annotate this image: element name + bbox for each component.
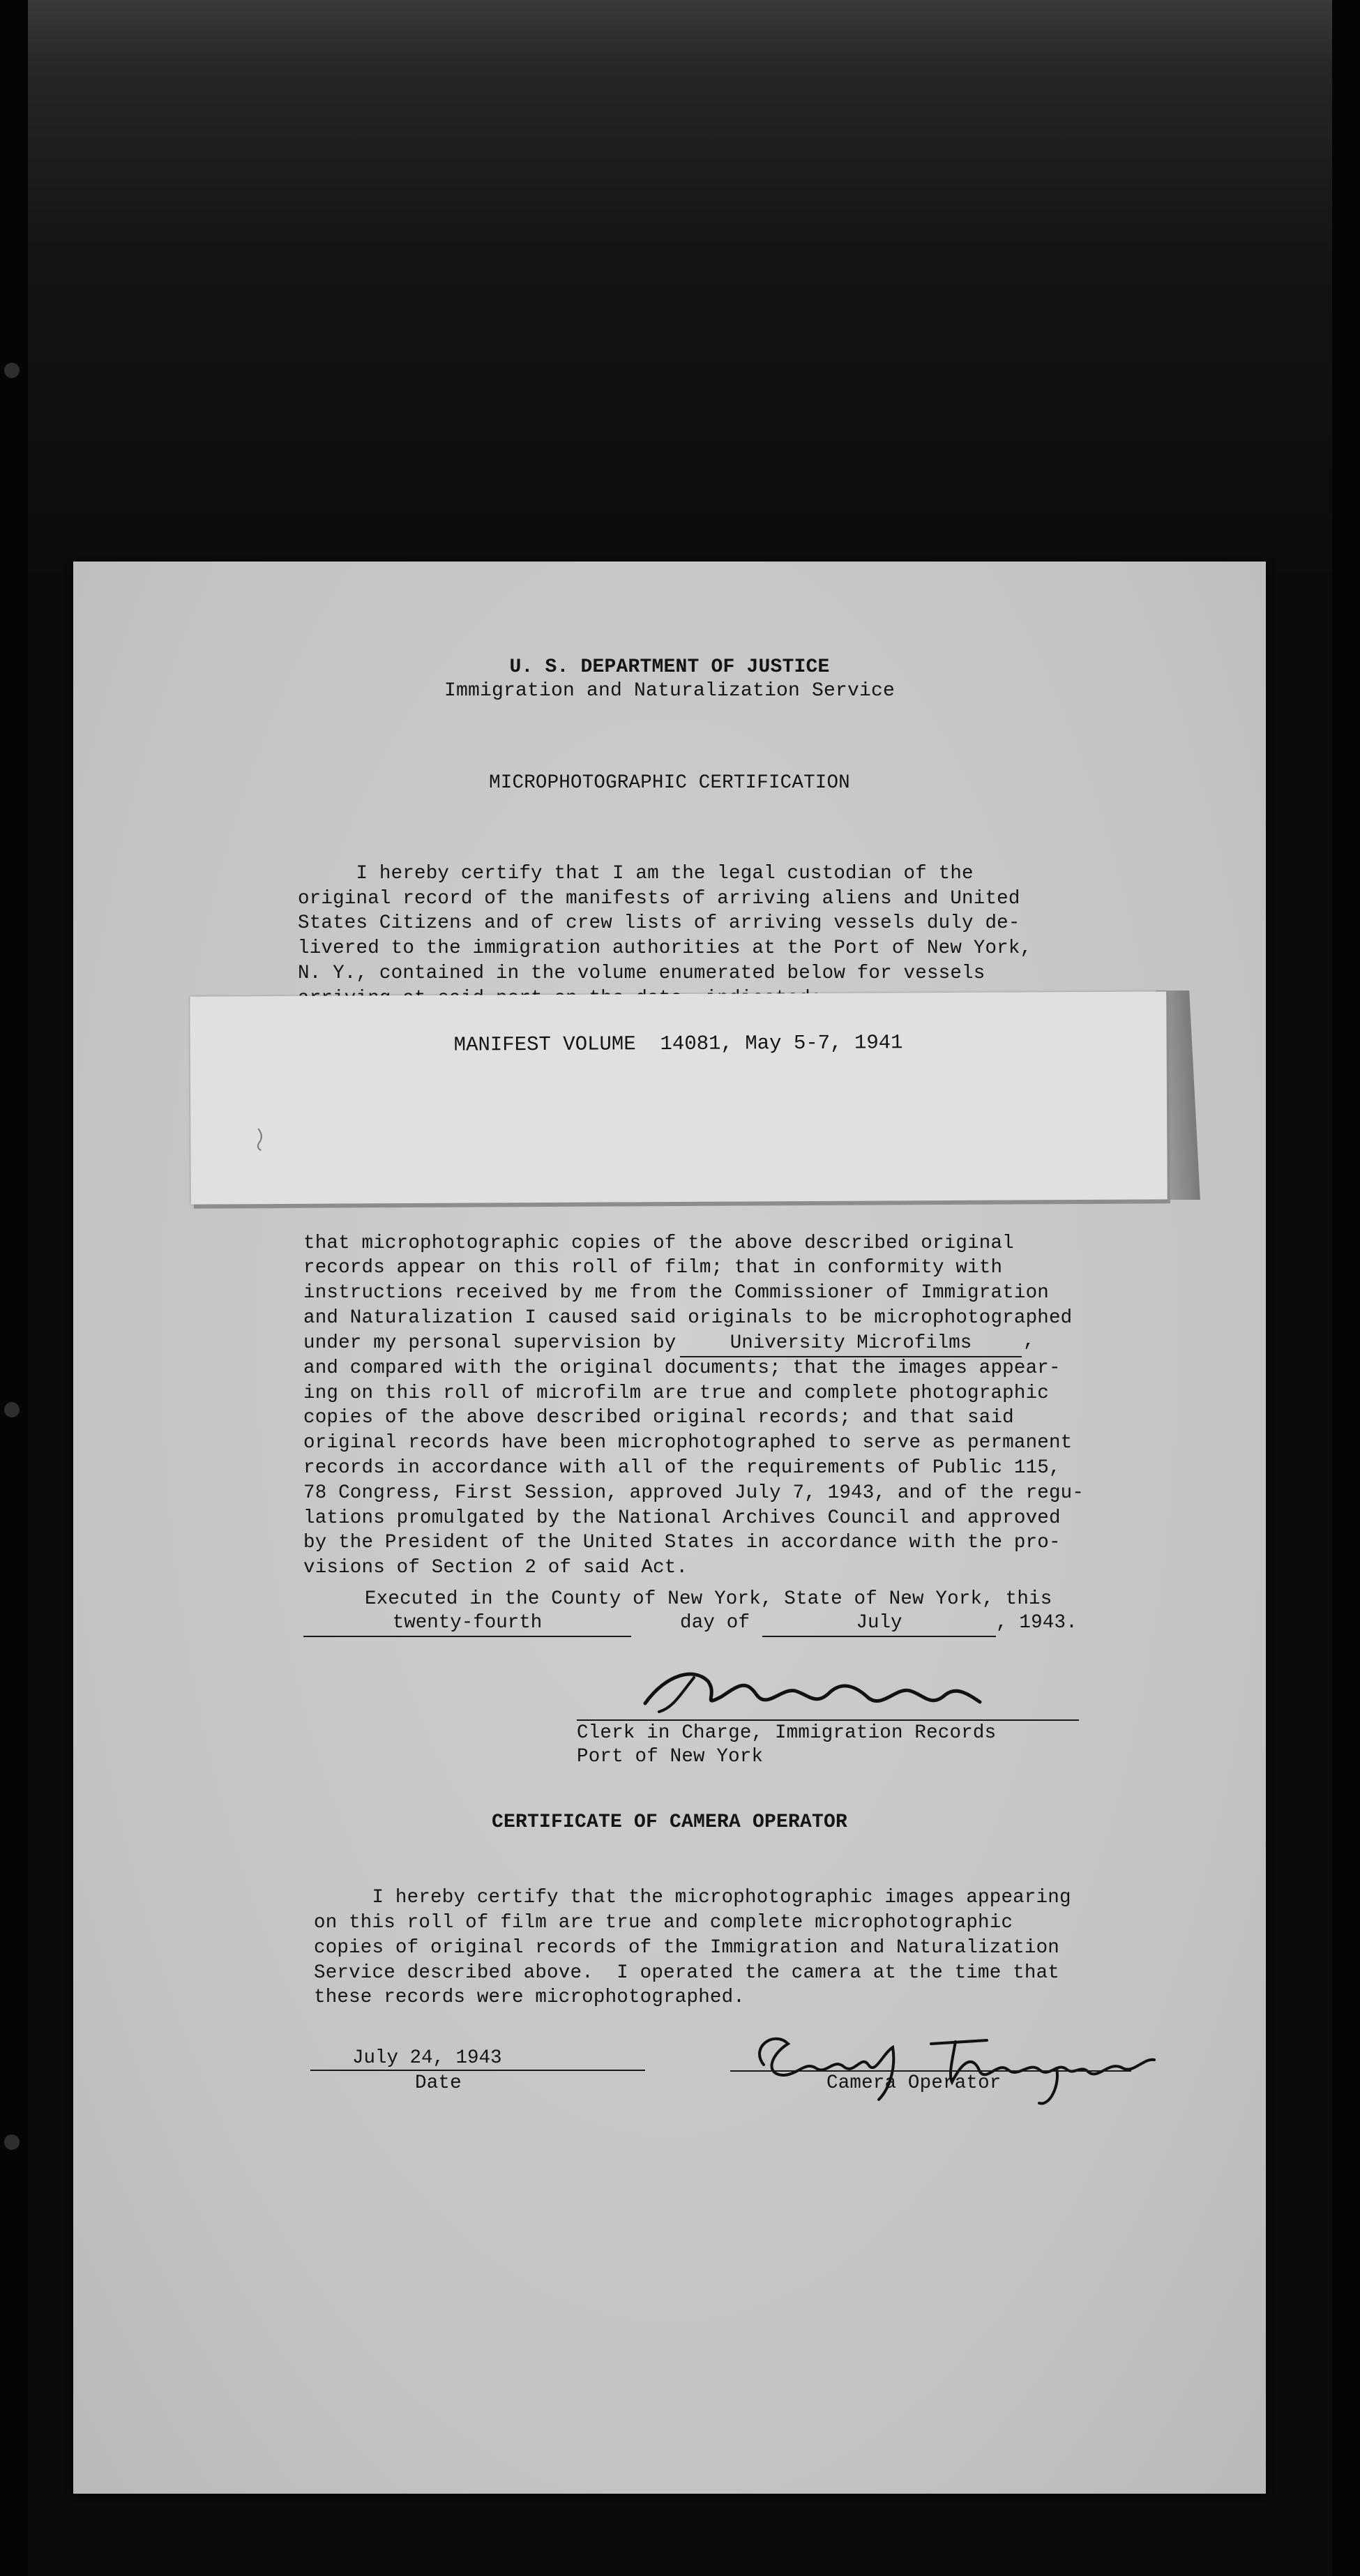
manifest-volume-label: MANIFEST VOLUME 14081, May 5-7, 1941	[453, 1031, 903, 1057]
executed-statement: Executed in the County of New York, State of New York, this	[365, 1588, 1052, 1610]
film-edge-left	[0, 0, 28, 2576]
paragraph-line: I hereby certify that the microphotographic images appearing	[314, 1887, 1071, 1908]
paragraph-line: I hereby certify that I am the legal custodian of the	[298, 863, 974, 884]
film-edge-right	[1332, 0, 1360, 2576]
paragraph-line: original record of the manifests of arriving aliens and United	[298, 888, 1020, 910]
camera-operator-label: Camera Operator	[826, 2072, 1002, 2094]
clerk-signature-icon	[617, 1646, 1022, 1723]
paragraph-line: 78 Congress, First Session, approved July 7, 1943, and of the regu-	[303, 1482, 1085, 1504]
camera-date-field: July 24, 1943	[310, 2046, 645, 2071]
certificate-page	[73, 562, 1266, 2494]
manifest-volume-slip	[190, 991, 1168, 1204]
paragraph-line: States Citizens and of crew lists of arriving vessels duly de-	[298, 912, 1020, 934]
paragraph-line: records in accordance with all of the requirements of Public 115,	[303, 1457, 1061, 1479]
paragraph-line: by the President of the United States in accordance with the pro-	[303, 1532, 1061, 1553]
film-background	[0, 0, 1360, 572]
day-of-label: day of	[680, 1612, 750, 1634]
execution-day-field: twenty-fourth	[303, 1611, 631, 1637]
department-heading: U. S. DEPARTMENT OF JUSTICE	[509, 656, 830, 678]
certification-title: MICROPHOTOGRAPHIC CERTIFICATION	[489, 772, 850, 794]
camera-operator-title: CERTIFICATE OF CAMERA OPERATOR	[491, 1812, 848, 1833]
paragraph-line: records appear on this roll of film; that in conformity with	[303, 1257, 1003, 1279]
supervisor-field: University Microfilms	[680, 1331, 1022, 1357]
comma: ,	[1023, 1330, 1035, 1352]
paragraph-line: ing on this roll of microfilm are true and complete photographic	[303, 1383, 1049, 1404]
clerk-port: Port of New York	[577, 1746, 764, 1768]
execution-year: , 1943.	[996, 1612, 1078, 1634]
date-label: Date	[415, 2072, 462, 2094]
paragraph-line: that microphotographic copies of the above described original	[303, 1233, 1014, 1254]
paragraph-line: under my personal supervision by	[303, 1332, 677, 1354]
paragraph-line: instructions received by me from the Commissioner of Immigration	[303, 1282, 1049, 1304]
film-sprocket-hole	[4, 2134, 20, 2150]
paper-blemish-icon	[250, 1125, 271, 1153]
paragraph-line: and Naturalization I caused said originals to be microphotographed	[303, 1307, 1073, 1329]
paragraph-line: copies of the above described original records; and that said	[303, 1407, 1014, 1429]
paragraph-line: Service described above. I operated the camera at the time that	[314, 1962, 1059, 1984]
paragraph-line: lations promulgated by the National Archives Council and approved	[303, 1507, 1061, 1529]
paragraph-line: N. Y., contained in the volume enumerated below for vessels	[298, 963, 985, 984]
paragraph-line: these records were microphotographed.	[314, 1987, 745, 2008]
paragraph-line: on this roll of film are true and complete microphotographic	[314, 1912, 1013, 1934]
film-sprocket-hole	[4, 363, 20, 378]
paragraph-line: visions of Section 2 of said Act.	[303, 1557, 688, 1579]
paragraph-line: livered to the immigration authorities at the Port of New York,	[298, 937, 1032, 959]
paragraph-line: copies of original records of the Immigration and Naturalization	[314, 1937, 1059, 1959]
service-heading: Immigration and Naturalization Service	[444, 680, 896, 702]
clerk-title: Clerk in Charge, Immigration Records	[577, 1722, 997, 1744]
execution-month-field: July	[762, 1611, 996, 1637]
paragraph-line: and compared with the original documents; that the images appear-	[303, 1357, 1061, 1379]
paragraph-line: original records have been microphotographed to serve as permanent	[303, 1432, 1073, 1454]
film-sprocket-hole	[4, 1402, 20, 1417]
